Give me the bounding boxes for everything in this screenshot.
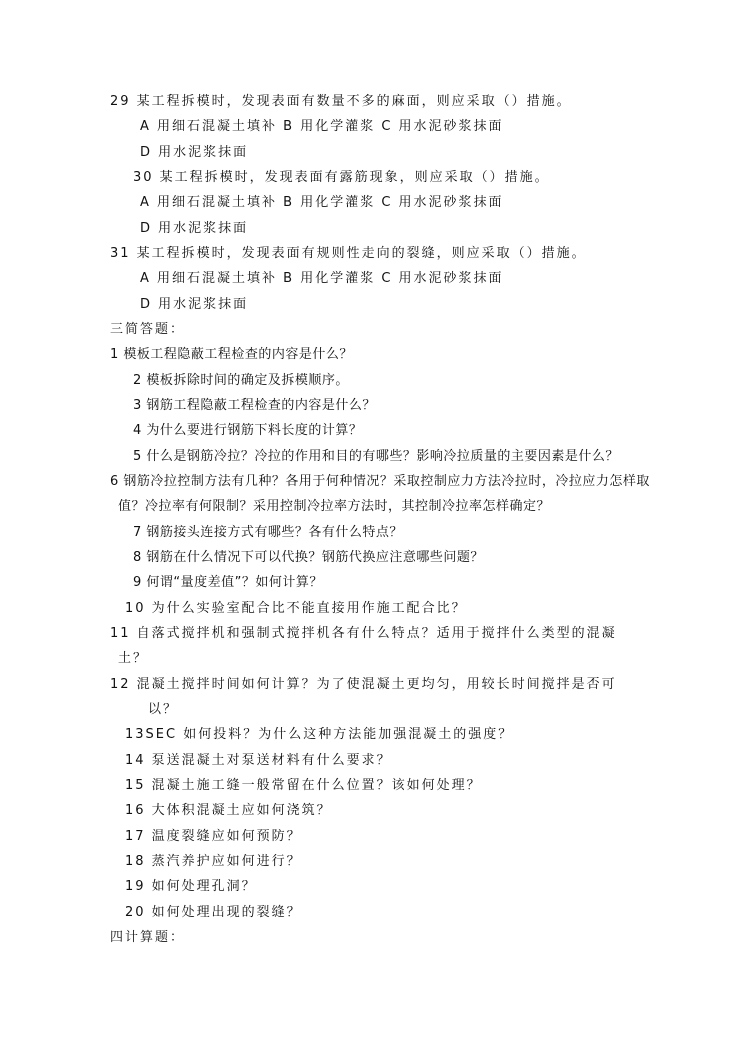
short-question-12-continued: 以？ <box>148 702 179 717</box>
short-question-18: 18 蒸汽养护应如何进行？ <box>125 854 302 869</box>
question-30: 30 某工程拆模时，发现表面有露筋现象，则应采取（）措施。 <box>133 170 550 185</box>
question-29-option-d: D 用水泥浆抹面 <box>140 145 249 160</box>
short-question-7: 7 钢筋接头连接方式有哪些？各有什么特点？ <box>133 525 403 540</box>
question-31: 31 某工程拆模时，发现表面有规则性走向的裂缝，则应采取（）措施。 <box>110 246 587 261</box>
short-question-16: 16 大体积混凝土应如何浇筑？ <box>125 803 332 818</box>
short-question-13: 13SEC 如何投料？为什么这种方法能加强混凝土的强度？ <box>125 727 514 742</box>
short-question-10: 10 为什么实验室配合比不能直接用作施工配合比？ <box>125 601 467 616</box>
section-heading-short-answer: 三简答题： <box>110 322 186 337</box>
short-question-6-continued: 值？冷拉率有何限制？采用控制冷拉率方法时，其控制冷拉率怎样确定？ <box>118 499 551 514</box>
question-31-options-abc: A 用细石混凝土填补 B 用化学灌浆 C 用水泥砂浆抹面 <box>140 271 504 286</box>
short-question-11: 11 自落式搅拌机和强制式搅拌机各有什么特点？适用于搅拌什么类型的混凝 <box>110 626 617 641</box>
short-question-8: 8 钢筋在什么情况下可以代换？钢筋代换应注意哪些问题？ <box>133 550 484 565</box>
question-30-option-d: D 用水泥浆抹面 <box>140 221 249 236</box>
question-31-option-d: D 用水泥浆抹面 <box>140 297 249 312</box>
section-heading-calculation: 四计算题： <box>110 930 186 945</box>
short-question-1: 1 模板工程隐蔽工程检查的内容是什么？ <box>110 347 353 362</box>
short-question-15: 15 混凝土施工缝一般常留在什么位置？该如何处理？ <box>125 778 482 793</box>
short-question-5: 5 什么是钢筋冷拉？冷拉的作用和目的有哪些？影响冷拉质量的主要因素是什么？ <box>133 449 619 464</box>
short-question-6: 6 钢筋冷拉控制方法有几种？各用于何种情况？采取控制应力方法冷拉时，冷拉应力怎样取 <box>110 474 650 489</box>
question-30-options-abc: A 用细石混凝土填补 B 用化学灌浆 C 用水泥砂浆抹面 <box>140 195 504 210</box>
question-29: 29 某工程拆模时，发现表面有数量不多的麻面，则应采取（）措施。 <box>110 94 572 109</box>
short-question-11-continued: 土？ <box>118 651 149 666</box>
short-question-20: 20 如何处理出现的裂缝？ <box>125 905 302 920</box>
short-question-12: 12 混凝土搅拌时间如何计算？为了使混凝土更均匀，用较长时间搅拌是否可 <box>110 677 617 692</box>
short-question-17: 17 温度裂缝应如何预防？ <box>125 829 302 844</box>
short-question-19: 19 如何处理孔洞？ <box>125 879 257 894</box>
short-question-3: 3 钢筋工程隐蔽工程检查的内容是什么？ <box>133 398 376 413</box>
short-question-9: 9 何谓“量度差值”？如何计算？ <box>133 575 323 590</box>
short-question-14: 14 泵送混凝土对泵送材料有什么要求？ <box>125 753 392 768</box>
question-29-options-abc: A 用细石混凝土填补 B 用化学灌浆 C 用水泥砂浆抹面 <box>140 119 504 134</box>
short-question-2: 2 模板拆除时间的确定及拆模顺序。 <box>133 373 349 388</box>
short-question-4: 4 为什么要进行钢筋下料长度的计算？ <box>133 423 363 438</box>
